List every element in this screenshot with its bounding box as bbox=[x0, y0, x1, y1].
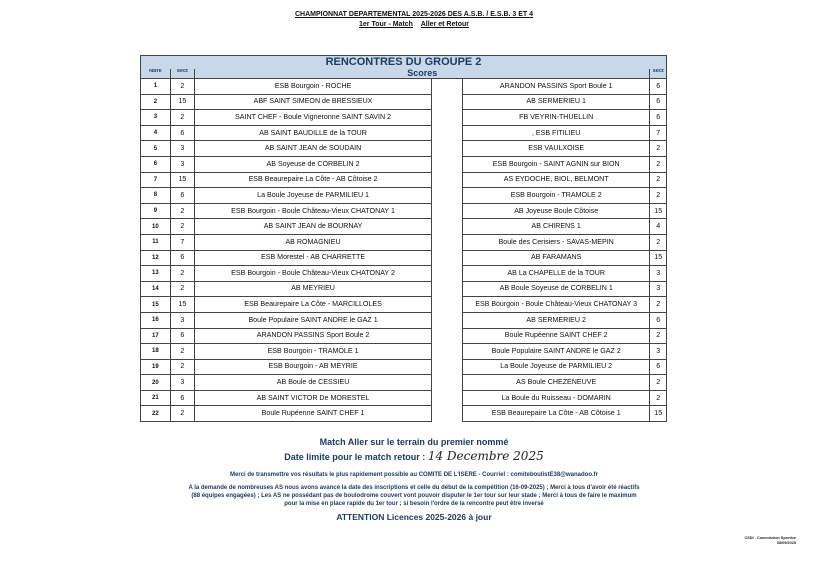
document-title: CHAMPIONNAT DEPARTEMENTAL 2025-2026 DES A.S.B. / E.S.B. 3 ET 4 bbox=[294, 11, 534, 18]
away-team: AB FARAMANS bbox=[462, 250, 649, 266]
table-row bbox=[141, 406, 667, 422]
subtitle-format: Aller et Retour bbox=[420, 21, 469, 28]
away-team: , ESB FITILIEU bbox=[462, 125, 649, 141]
footer-date: 08/09/2025 bbox=[776, 541, 796, 546]
aller-note: Match Aller sur le terrain du premier nommé bbox=[319, 437, 509, 447]
table-row bbox=[141, 266, 667, 282]
away-team: AB Joyeuse Boule Côtoise bbox=[462, 203, 649, 219]
table-row bbox=[141, 79, 667, 95]
match-number: 12 bbox=[141, 250, 171, 266]
away-team: AS Boule CHEZENEUVE bbox=[462, 375, 649, 391]
home-team: ESB Beaurepaire La Côte - AB Côtoise 2 bbox=[195, 172, 432, 188]
licence-warning: ATTENTION Licences 2025-2026 à jour bbox=[336, 512, 492, 522]
group-title: RENCONTRES DU GROUPE 2 bbox=[141, 56, 667, 70]
match-number: 1 bbox=[141, 79, 171, 95]
table-row bbox=[141, 281, 667, 297]
away-sector: 7 bbox=[650, 125, 667, 141]
home-team: ESB Bourgoin - AB MEYRIE bbox=[195, 359, 432, 375]
away-team: La Boule Joyeuse de PARMILIEU 2 bbox=[462, 359, 649, 375]
away-team: ARANDON PASSINS Sport Boule 1 bbox=[462, 79, 649, 95]
schedule-info-line-2: (88 équipes engagées) ; Les AS ne possédant pas de boulodrome couvert vont pouvoir disputer le 1er tour sur leur stade ; Merci à tous de faire le maximum bbox=[191, 492, 637, 499]
table-row bbox=[141, 359, 667, 375]
match-number: 18 bbox=[141, 344, 171, 360]
score-cell bbox=[432, 172, 463, 188]
away-sector: 3 bbox=[650, 266, 667, 282]
group-fixtures-table bbox=[140, 55, 667, 422]
score-cell bbox=[432, 312, 463, 328]
table-row bbox=[141, 375, 667, 391]
home-sector: 15 bbox=[170, 172, 194, 188]
home-team: ESB Beaurepaire La Côte - MARCILLOLES bbox=[195, 297, 432, 313]
away-sector: 2 bbox=[650, 141, 667, 157]
results-email-note: Merci de transmettre vos résultats le plus rapidement possible au COMITE DE L'ISERE - Courriel : comiteboulistE38@wanadoo.fr bbox=[229, 472, 599, 478]
away-sector: 15 bbox=[650, 203, 667, 219]
match-number: 21 bbox=[141, 390, 171, 406]
home-sector: 2 bbox=[170, 203, 194, 219]
away-sector: 6 bbox=[650, 312, 667, 328]
away-sector: 2 bbox=[650, 375, 667, 391]
home-sector: 3 bbox=[170, 312, 194, 328]
home-sector: 2 bbox=[170, 406, 194, 422]
home-team: AB ROMAGNIEU bbox=[195, 234, 432, 250]
match-number: 22 bbox=[141, 406, 171, 422]
home-team: ABF SAINT SIMEON de BRESSIEUX bbox=[195, 94, 432, 110]
score-cell bbox=[432, 328, 463, 344]
table-row bbox=[141, 125, 667, 141]
away-team: Boule Rupéenne SAINT CHEF 2 bbox=[462, 328, 649, 344]
table-row bbox=[141, 312, 667, 328]
match-number: 8 bbox=[141, 188, 171, 204]
home-team: ESB Bourgoin - Boule Château-Vieux CHATONAY 1 bbox=[195, 203, 432, 219]
home-sector: 2 bbox=[170, 79, 194, 95]
home-sector: 6 bbox=[170, 250, 194, 266]
home-sector: 2 bbox=[170, 110, 194, 126]
home-sector: 6 bbox=[170, 125, 194, 141]
home-sector: 2 bbox=[170, 281, 194, 297]
table-row bbox=[141, 297, 667, 313]
match-number: 3 bbox=[141, 110, 171, 126]
col-sect-right-header: sect bbox=[650, 69, 667, 79]
away-team: Boule Populaire SAINT ANDRE le GAZ 2 bbox=[462, 344, 649, 360]
away-team: ESB Beaurepaire La Côte - AB Côtoise 1 bbox=[462, 406, 649, 422]
away-team: ESB Bourgoin - SAINT AGNIN sur BION bbox=[462, 156, 649, 172]
away-team: AB CHIRENS 1 bbox=[462, 219, 649, 235]
score-cell bbox=[432, 188, 463, 204]
table-row bbox=[141, 390, 667, 406]
footer-commission: CSDI - Commission Sportive bbox=[744, 536, 796, 540]
score-cell bbox=[432, 375, 463, 391]
table-row bbox=[141, 172, 667, 188]
home-sector: 15 bbox=[170, 94, 194, 110]
match-number: 17 bbox=[141, 328, 171, 344]
match-number: 7 bbox=[141, 172, 171, 188]
away-sector: 2 bbox=[650, 188, 667, 204]
match-number: 20 bbox=[141, 375, 171, 391]
home-sector: 15 bbox=[170, 297, 194, 313]
table-row bbox=[141, 234, 667, 250]
match-number: 19 bbox=[141, 359, 171, 375]
score-cell bbox=[432, 390, 463, 406]
home-team: AB Boule de CESSIEU bbox=[195, 375, 432, 391]
home-team: ESB Morestel - AB CHARRETTE bbox=[195, 250, 432, 266]
home-sector: 6 bbox=[170, 328, 194, 344]
score-cell bbox=[432, 110, 463, 126]
match-number: 10 bbox=[141, 219, 171, 235]
match-number: 16 bbox=[141, 312, 171, 328]
away-team: ESB Bourgoin - Boule Château-Vieux CHATONAY 3 bbox=[462, 297, 649, 313]
home-sector: 3 bbox=[170, 375, 194, 391]
footer-stamp bbox=[745, 536, 796, 547]
match-number: 11 bbox=[141, 234, 171, 250]
table-row bbox=[141, 188, 667, 204]
away-sector: 2 bbox=[650, 328, 667, 344]
deadline-label: Date limite pour le match retour : bbox=[284, 452, 426, 462]
col-nbre-header: Nbre bbox=[141, 69, 171, 79]
score-cell bbox=[432, 79, 463, 95]
col-scores-header: Scores bbox=[195, 69, 650, 79]
away-team: AB Boule Soyeuse de CORBELIN 1 bbox=[462, 281, 649, 297]
match-number: 5 bbox=[141, 141, 171, 157]
score-cell bbox=[432, 219, 463, 235]
score-cell bbox=[432, 297, 463, 313]
score-cell bbox=[432, 359, 463, 375]
table-row bbox=[141, 94, 667, 110]
col-sect-header: sect bbox=[170, 69, 194, 79]
home-team: ESB Bourgoin - Boule Château-Vieux CHATONAY 2 bbox=[195, 266, 432, 282]
away-sector: 2 bbox=[650, 297, 667, 313]
home-team: SAINT CHEF - Boule Vigneronne SAINT SAVIN 2 bbox=[195, 110, 432, 126]
away-sector: 2 bbox=[650, 156, 667, 172]
away-sector: 3 bbox=[650, 344, 667, 360]
away-sector: 6 bbox=[650, 94, 667, 110]
home-team: Boule Rupéenne SAINT CHEF 1 bbox=[195, 406, 432, 422]
home-team: La Boule Joyeuse de PARMILIEU 1 bbox=[195, 188, 432, 204]
home-team: ARANDON PASSINS Sport Boule 2 bbox=[195, 328, 432, 344]
away-team: AB SERMERIEU 2 bbox=[462, 312, 649, 328]
score-cell bbox=[432, 156, 463, 172]
match-number: 15 bbox=[141, 297, 171, 313]
home-sector: 2 bbox=[170, 359, 194, 375]
home-sector: 3 bbox=[170, 156, 194, 172]
away-team: FB VEYRIN-THUELLIN bbox=[462, 110, 649, 126]
table-row bbox=[141, 141, 667, 157]
home-team: ESB Bourgoin - ROCHE bbox=[195, 79, 432, 95]
match-number: 6 bbox=[141, 156, 171, 172]
score-cell bbox=[432, 203, 463, 219]
match-number: 4 bbox=[141, 125, 171, 141]
home-team: AB SAINT BAUDILLE de la TOUR bbox=[195, 125, 432, 141]
deadline-handwritten-date: 14 Decembre 2025 bbox=[427, 449, 544, 463]
away-team: ESB Bourgoin - TRAMOLE 2 bbox=[462, 188, 649, 204]
table-row bbox=[141, 203, 667, 219]
away-team: La Boule du Ruisseau - DOMARIN bbox=[462, 390, 649, 406]
score-cell bbox=[432, 234, 463, 250]
home-team: AB Soyeuse de CORBELIN 2 bbox=[195, 156, 432, 172]
schedule-info-line-1: A la demande de nombreuses AS nous avons avancé la date des inscriptions et celle du début de la compétition (16-09-2025) ; Merci à tous d'avoir été réactifs bbox=[188, 485, 640, 491]
schedule-info-line-3: pour la mise en place rapide du 1er tour ; si besoin l'ordre de la rencontre peut être inversé bbox=[284, 500, 544, 507]
table-row bbox=[141, 110, 667, 126]
document-subtitle bbox=[0, 21, 828, 28]
home-team: AB SAINT VICTOR De MORESTEL bbox=[195, 390, 432, 406]
away-sector: 15 bbox=[650, 250, 667, 266]
score-cell bbox=[432, 250, 463, 266]
match-number: 9 bbox=[141, 203, 171, 219]
score-cell bbox=[432, 281, 463, 297]
table-header-row bbox=[141, 69, 667, 79]
match-number: 2 bbox=[141, 94, 171, 110]
table-row bbox=[141, 156, 667, 172]
away-sector: 2 bbox=[650, 172, 667, 188]
score-cell bbox=[432, 141, 463, 157]
table-row bbox=[141, 344, 667, 360]
home-team: ESB Bourgoin - TRAMOLE 1 bbox=[195, 344, 432, 360]
home-sector: 6 bbox=[170, 188, 194, 204]
score-cell bbox=[432, 94, 463, 110]
home-sector: 2 bbox=[170, 219, 194, 235]
score-cell bbox=[432, 125, 463, 141]
away-team: ESB VAULXOISE bbox=[462, 141, 649, 157]
home-sector: 3 bbox=[170, 141, 194, 157]
away-sector: 3 bbox=[650, 281, 667, 297]
match-number: 14 bbox=[141, 281, 171, 297]
away-sector: 2 bbox=[650, 390, 667, 406]
away-team: AB La CHAPELLE de la TOUR bbox=[462, 266, 649, 282]
score-cell bbox=[432, 266, 463, 282]
table-row bbox=[141, 219, 667, 235]
away-sector: 2 bbox=[650, 234, 667, 250]
home-team: AB MEYRIEU bbox=[195, 281, 432, 297]
away-team: Boule des Cerisiers - SAVAS-MEPIN bbox=[462, 234, 649, 250]
home-team: AB SAINT JEAN de BOURNAY bbox=[195, 219, 432, 235]
away-team: AS EYDOCHE, BIOL, BELMONT bbox=[462, 172, 649, 188]
table-row bbox=[141, 328, 667, 344]
home-sector: 6 bbox=[170, 390, 194, 406]
home-sector: 2 bbox=[170, 344, 194, 360]
away-sector: 6 bbox=[650, 79, 667, 95]
home-team: Boule Populaire SAINT ANDRE le GAZ 1 bbox=[195, 312, 432, 328]
away-sector: 6 bbox=[650, 359, 667, 375]
away-sector: 6 bbox=[650, 110, 667, 126]
score-cell bbox=[432, 344, 463, 360]
subtitle-round: 1er Tour - Match bbox=[359, 21, 413, 28]
schedule-info-note bbox=[0, 485, 828, 508]
home-sector: 7 bbox=[170, 234, 194, 250]
table-row bbox=[141, 250, 667, 266]
table-title-row bbox=[141, 56, 667, 70]
retour-deadline bbox=[0, 449, 828, 463]
match-number: 13 bbox=[141, 266, 171, 282]
away-sector: 15 bbox=[650, 406, 667, 422]
away-team: AB SERMERIEU 1 bbox=[462, 94, 649, 110]
home-sector: 2 bbox=[170, 266, 194, 282]
home-team: AB SAINT JEAN de SOUDAIN bbox=[195, 141, 432, 157]
away-sector: 4 bbox=[650, 219, 667, 235]
score-cell bbox=[432, 406, 463, 422]
